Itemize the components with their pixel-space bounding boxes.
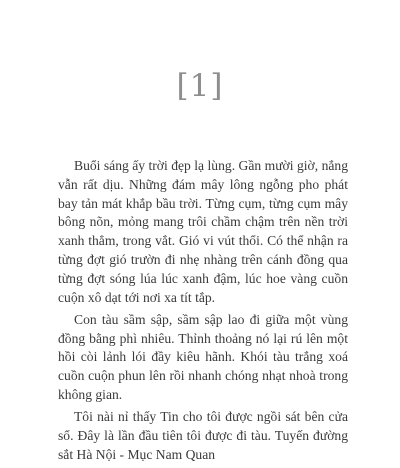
- paragraph-1: Buổi sáng ấy trời đẹp lạ lùng. Gần mười giờ, nắng vẫn rất dịu. Những đám mây lông ngỗng pho phát bay tản mát khắp bầu trời. Từng cụm, từng cụm mây bông nõn, mỏng mang trôi chầm chậm trên nền trời xanh thẳm, trong vắt. Gió vi vút thổi. Có thể nhận ra từng đợt gió trườn đi nhẹ nhàng trên cánh đồng qua từng đợt sóng lúa lúc xanh đậm, lúc hoe vàng cuồn cuộn xô dạt tới nơi xa tít tắp.: [58, 158, 348, 305]
- paragraph-2: Con tàu sầm sập, sầm sập lao đi giữa một vùng đồng bằng phì nhiêu. Thỉnh thoảng nó lại rú lên một hồi còi lảnh lói đầy kiêu hãnh. Khói tàu trắng xoá cuồn cuộn phun lên rồi nhanh chóng nhạt nhoà trong không gian.: [58, 311, 348, 402]
- paragraph-3: Tôi nài nỉ thấy Tin cho tôi được ngồi sát bên cửa sổ. Đây là lần đầu tiên tôi được đi tàu. Tuyến đường sắt Hà Nội - Mục Nam Quan: [58, 409, 348, 462]
- chapter-body: [58, 157, 348, 468]
- chapter-number: [1]: [176, 68, 224, 104]
